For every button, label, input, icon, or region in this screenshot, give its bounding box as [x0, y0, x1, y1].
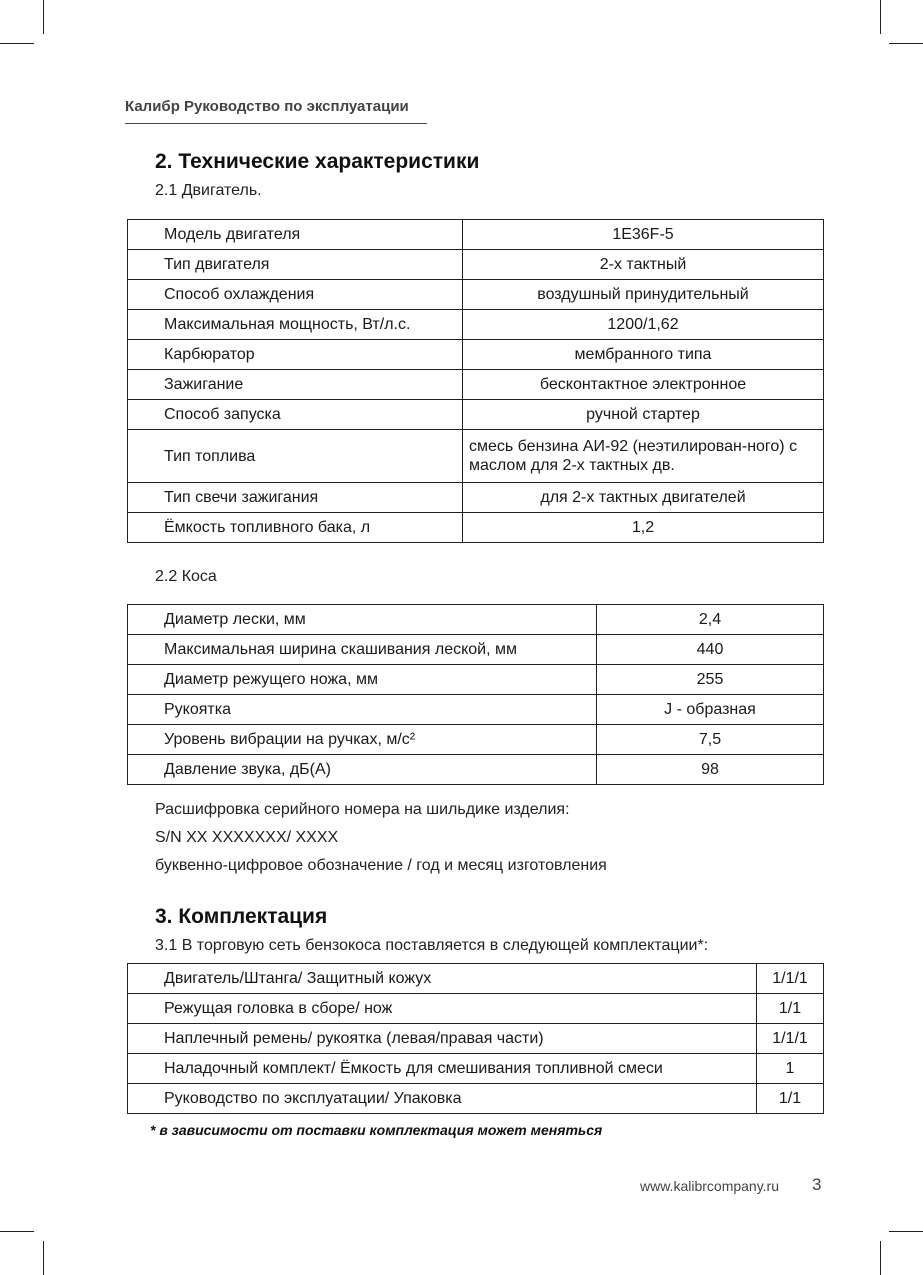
- param-value-cell: 2,4: [597, 605, 824, 635]
- kit-footnote: * в зависимости от поставки комплектация может меняться: [150, 1122, 603, 1138]
- param-name-cell: Диаметр лески, мм: [128, 605, 597, 635]
- crop-mark: [889, 1231, 923, 1232]
- section-2-title: 2. Технические характеристики: [155, 150, 480, 173]
- scythe-spec-table: [127, 604, 824, 785]
- section-3-title: 3. Комплектация: [155, 905, 328, 928]
- table-row: [128, 340, 824, 370]
- crop-mark: [43, 0, 44, 34]
- table-row: [128, 605, 824, 635]
- crop-mark: [43, 1241, 44, 1275]
- table-row: [128, 430, 824, 483]
- param-value-cell: 440: [597, 635, 824, 665]
- table-row: [128, 635, 824, 665]
- running-header: Калибр Руководство по эксплуатации: [125, 98, 409, 115]
- param-name-cell: Режущая головка в сборе/ нож: [128, 994, 757, 1024]
- table-row: [128, 280, 824, 310]
- table-row: [128, 1024, 824, 1054]
- crop-mark: [0, 43, 34, 44]
- param-value-cell: мембранного типа: [463, 340, 824, 370]
- table-row: [128, 695, 824, 725]
- serial-line-3: буквенно-цифровое обозначение / год и месяц изготовления: [155, 857, 607, 874]
- param-value-cell: 1/1: [757, 994, 824, 1024]
- param-value-cell: J - образная: [597, 695, 824, 725]
- param-name-cell: Способ охлаждения: [128, 280, 463, 310]
- serial-line-2: S/N XX XXXXXXX/ XXXX: [155, 829, 339, 846]
- table-row: [128, 665, 824, 695]
- crop-mark: [0, 1231, 34, 1232]
- crop-mark: [880, 0, 881, 34]
- param-name-cell: Наладочный комплект/ Ёмкость для смешивания топливной смеси: [128, 1054, 757, 1084]
- param-value-cell: 1E36F-5: [463, 220, 824, 250]
- table-row: [128, 964, 824, 994]
- crop-mark: [880, 1241, 881, 1275]
- engine-subtitle: 2.1 Двигатель.: [155, 182, 262, 199]
- table-row: [128, 483, 824, 513]
- param-value-cell: ручной стартер: [463, 400, 824, 430]
- crop-mark: [889, 43, 923, 44]
- table-row: [128, 400, 824, 430]
- param-value-cell: 1/1/1: [757, 1024, 824, 1054]
- param-value-cell: 1: [757, 1054, 824, 1084]
- param-value-cell: для 2-х тактных двигателей: [463, 483, 824, 513]
- param-value-cell: бесконтактное электронное: [463, 370, 824, 400]
- param-name-cell: Тип двигателя: [128, 250, 463, 280]
- engine-spec-table: [127, 219, 824, 543]
- param-value-cell: смесь бензина АИ-92 (неэтилирован-ного) с маслом для 2-х тактных дв.: [463, 430, 824, 483]
- param-value-cell: 1200/1,62: [463, 310, 824, 340]
- param-value-cell: 1/1/1: [757, 964, 824, 994]
- table-row: [128, 513, 824, 543]
- param-name-cell: Ёмкость топливного бака, л: [128, 513, 463, 543]
- param-name-cell: Модель двигателя: [128, 220, 463, 250]
- scythe-subtitle: 2.2 Коса: [155, 568, 217, 585]
- page-number: 3: [812, 1175, 822, 1194]
- table-row: [128, 1084, 824, 1114]
- kit-table: [127, 963, 824, 1114]
- param-name-cell: Диаметр режущего ножа, мм: [128, 665, 597, 695]
- table-row: [128, 994, 824, 1024]
- param-value-cell: 2-х тактный: [463, 250, 824, 280]
- param-name-cell: Зажигание: [128, 370, 463, 400]
- table-row: [128, 1054, 824, 1084]
- table-row: [128, 220, 824, 250]
- section-3-subtitle: 3.1 В торговую сеть бензокоса поставляется в следующей комплектации*:: [155, 937, 709, 954]
- param-name-cell: Способ запуска: [128, 400, 463, 430]
- table-row: [128, 310, 824, 340]
- param-value-cell: 98: [597, 755, 824, 785]
- param-value-cell: 1,2: [463, 513, 824, 543]
- param-name-cell: Двигатель/Штанга/ Защитный кожух: [128, 964, 757, 994]
- param-value-cell: воздушный принудительный: [463, 280, 824, 310]
- param-name-cell: Рукоятка: [128, 695, 597, 725]
- param-name-cell: Тип свечи зажигания: [128, 483, 463, 513]
- param-name-cell: Наплечный ремень/ рукоятка (левая/правая части): [128, 1024, 757, 1054]
- param-name-cell: Максимальная мощность, Вт/л.с.: [128, 310, 463, 340]
- param-value-cell: 1/1: [757, 1084, 824, 1114]
- table-row: [128, 370, 824, 400]
- param-name-cell: Давление звука, дБ(А): [128, 755, 597, 785]
- param-value-cell: 255: [597, 665, 824, 695]
- param-name-cell: Карбюратор: [128, 340, 463, 370]
- param-name-cell: Руководство по эксплуатации/ Упаковка: [128, 1084, 757, 1114]
- table-row: [128, 250, 824, 280]
- table-row: [128, 755, 824, 785]
- param-value-cell: 7,5: [597, 725, 824, 755]
- param-name-cell: Тип топлива: [128, 430, 463, 483]
- serial-line-1: Расшифровка серийного номера на шильдике изделия:: [155, 801, 570, 818]
- param-name-cell: Уровень вибрации на ручках, м/с²: [128, 725, 597, 755]
- website: www.kalibrcompany.ru: [640, 1178, 780, 1194]
- header-rule: [125, 123, 427, 124]
- table-row: [128, 725, 824, 755]
- param-name-cell: Максимальная ширина скашивания леской, мм: [128, 635, 597, 665]
